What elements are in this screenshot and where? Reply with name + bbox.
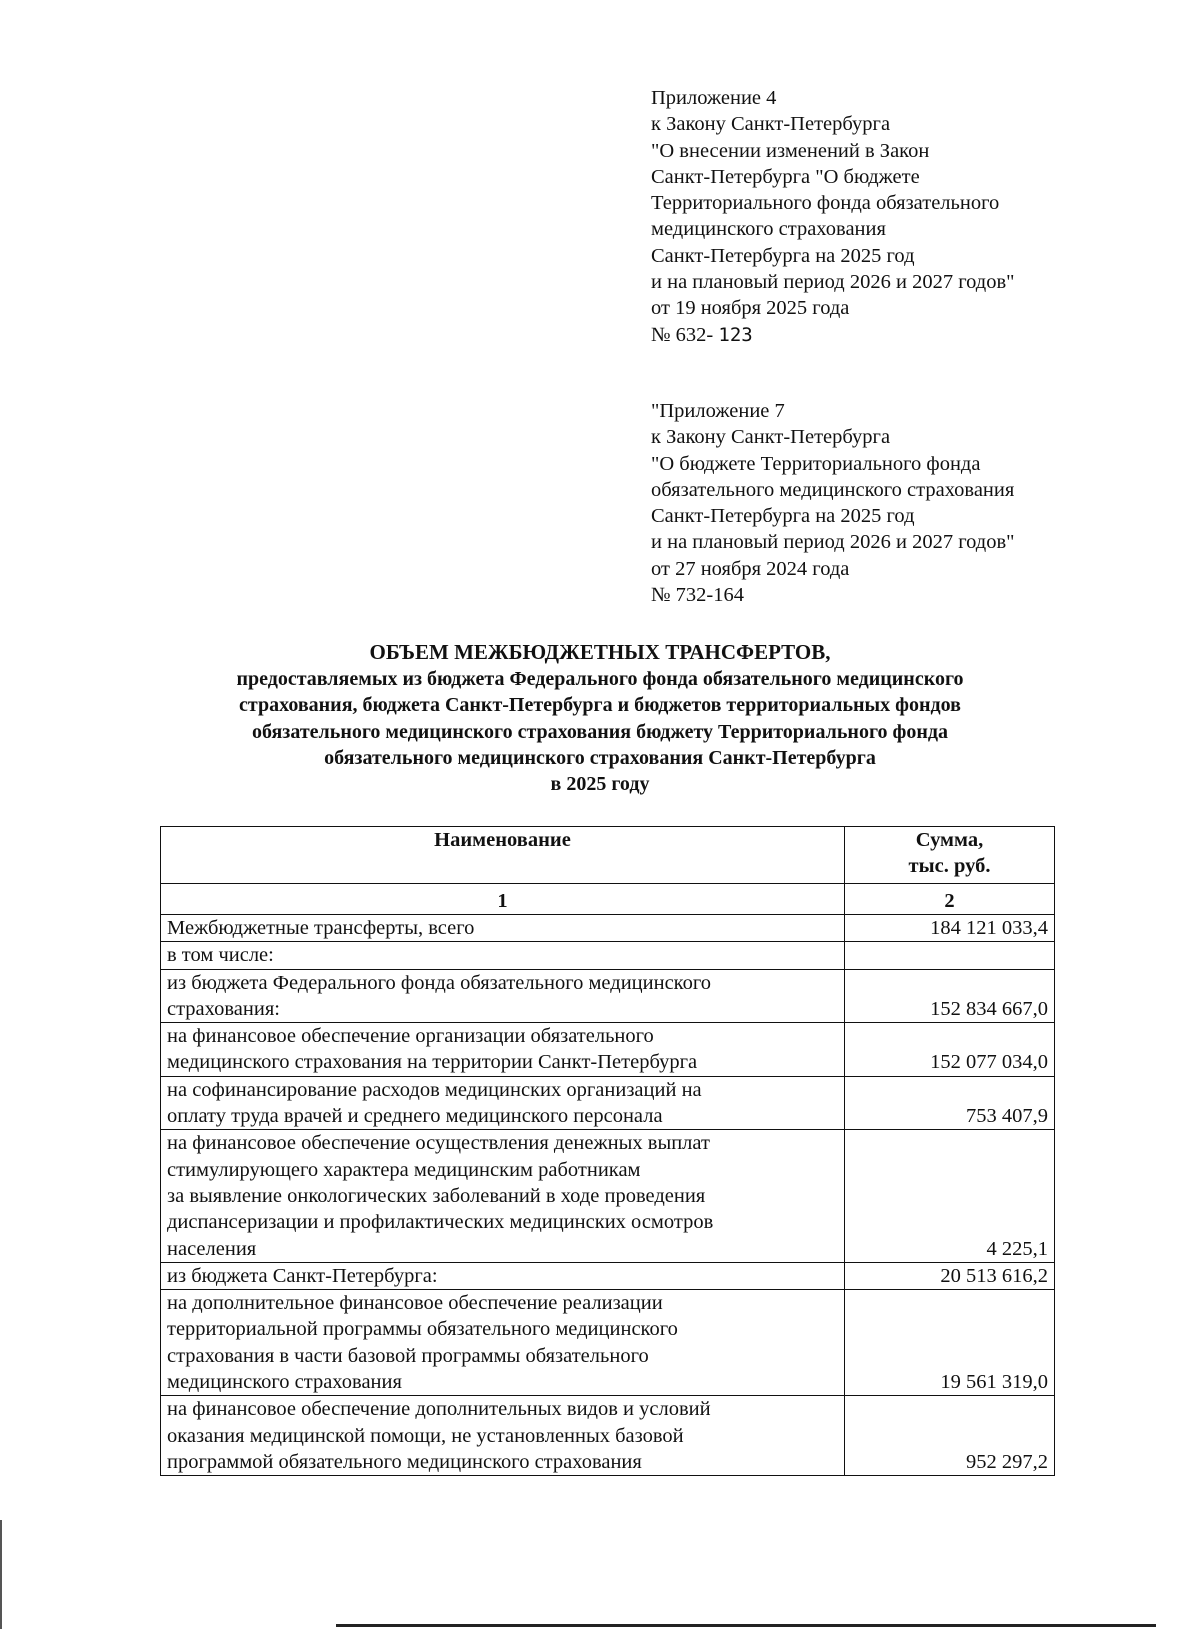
title-subline: обязательного медицинского страхования бюджету Территориального фонда	[251, 720, 948, 743]
row-amount: 152 834 667,0	[845, 969, 1055, 1023]
table-row	[161, 915, 1055, 942]
title-subline: страхования, бюджета Санкт-Петербурга и бюджетов территориальных фондов	[239, 694, 961, 717]
appendix-line: и на плановый период 2026 и 2027 годов"	[651, 271, 1015, 294]
title-main: ОБЪЕМ МЕЖБЮДЖЕТНЫХ ТРАНСФЕРТОВ,	[369, 640, 831, 664]
table-row	[161, 1396, 1055, 1476]
row-name-line: территориальной программы обязательного медицинского	[167, 1318, 678, 1341]
appendix-line: № 732-164	[651, 584, 745, 607]
appendix-line: и на плановый период 2026 и 2027 годов"	[651, 531, 1015, 554]
document-title	[120, 639, 1080, 797]
title-subline: обязательного медицинского страхования Санкт-Петербурга	[324, 746, 876, 769]
row-name-line: на финансовое обеспечение организации обязательного	[167, 1025, 654, 1048]
row-name-line: медицинского страхования	[167, 1371, 402, 1394]
title-subline: в 2025 году	[550, 773, 650, 796]
row-amount: 184 121 033,4	[845, 915, 1055, 942]
table-row	[161, 1130, 1055, 1262]
row-amount: 753 407,9	[845, 1076, 1055, 1130]
appendix-line: от 27 ноября 2024 года	[651, 557, 850, 580]
appendix-line: Приложение 4	[651, 87, 777, 109]
title-subline: предоставляемых из бюджета Федерального фонда обязательного медицинского	[236, 668, 964, 690]
row-name-line: страхования в части базовой программы обязательного	[167, 1344, 649, 1367]
table-row	[161, 969, 1055, 1023]
row-name	[161, 1262, 845, 1289]
table-header-row	[161, 827, 1055, 884]
row-name-line: оплату труда врачей и среднего медицинского персонала	[167, 1105, 663, 1128]
row-name-line: медицинского страхования на территории Санкт-Петербурга	[167, 1051, 698, 1074]
row-name-line: за выявление онкологических заболеваний в ходе проведения	[167, 1184, 706, 1207]
appendix-line: Санкт-Петербурга на 2025 год	[651, 505, 915, 528]
row-amount	[845, 942, 1055, 969]
appendix-line: "Приложение 7	[651, 400, 785, 422]
row-name-line: Межбюджетные трансферты, всего	[167, 917, 475, 939]
row-amount: 20 513 616,2	[845, 1262, 1055, 1289]
row-name-line: из бюджета Федерального фонда обязательного медицинского	[167, 971, 711, 994]
index-row	[161, 884, 1055, 915]
appendix-line: Территориального фонда обязательного	[651, 192, 1000, 215]
row-name	[161, 1130, 845, 1262]
row-name	[161, 1076, 845, 1130]
row-amount: 19 561 319,0	[845, 1290, 1055, 1396]
row-name	[161, 969, 845, 1023]
index-cell: 2	[845, 884, 1055, 915]
table-row	[161, 1076, 1055, 1130]
row-name	[161, 1396, 845, 1476]
row-amount: 4 225,1	[845, 1130, 1055, 1262]
row-name-line: на финансовое обеспечение дополнительных видов и условий	[167, 1398, 711, 1421]
row-amount: 152 077 034,0	[845, 1023, 1055, 1077]
appendix-7-header	[651, 398, 1131, 608]
column-header-sum	[845, 827, 1055, 884]
row-name-line: населения	[167, 1237, 257, 1260]
appendix-line: медицинского страхования	[651, 218, 886, 241]
appendix-4-header	[651, 85, 1131, 348]
row-amount: 952 297,2	[845, 1396, 1055, 1476]
appendix-line: обязательного медицинского страхования	[651, 478, 1015, 501]
row-name-line: на дополнительное финансовое обеспечение реализации	[167, 1292, 663, 1315]
row-name	[161, 942, 845, 969]
appendix-line: от 19 ноября 2025 года	[651, 297, 850, 320]
row-name	[161, 915, 845, 942]
row-name-line: страхования:	[167, 997, 280, 1020]
law-number-handwritten: 123	[718, 323, 753, 346]
appendix-line: Санкт-Петербурга "О бюджете	[651, 165, 920, 188]
table-row	[161, 1290, 1055, 1396]
row-name-line: из бюджета Санкт-Петербурга:	[167, 1264, 438, 1287]
row-name	[161, 1290, 845, 1396]
row-name-line: в том числе:	[167, 944, 274, 967]
scan-edge-line	[336, 1624, 1156, 1627]
row-name-line: на финансовое обеспечение осуществления денежных выплат	[167, 1132, 710, 1155]
row-name-line: стимулирующего характера медицинским работникам	[167, 1158, 641, 1181]
row-name-line: оказания медицинской помощи, не установленных базовой	[167, 1424, 684, 1447]
column-header-sum-line2: тыс. руб.	[908, 855, 991, 878]
appendix-line: Санкт-Петербурга на 2025 год	[651, 244, 915, 267]
row-name-line: диспансеризации и профилактических медицинских осмотров	[167, 1211, 714, 1234]
table-row	[161, 942, 1055, 969]
index-cell: 1	[161, 884, 845, 915]
row-name-line: программой обязательного медицинского страхования	[167, 1450, 642, 1473]
row-name-line: на софинансирование расходов медицинских организаций на	[167, 1078, 702, 1101]
appendix-line: к Закону Санкт-Петербурга	[651, 426, 891, 449]
appendix-line: "О внесении изменений в Закон	[651, 139, 930, 162]
table-row	[161, 1023, 1055, 1077]
column-header-name: Наименование	[161, 827, 845, 884]
law-number	[651, 322, 1131, 348]
row-name	[161, 1023, 845, 1077]
scan-edge-mark	[0, 1520, 2, 1629]
appendix-line: к Закону Санкт-Петербурга	[651, 113, 891, 136]
law-number-prefix: № 632-	[651, 323, 719, 346]
column-header-sum-line1: Сумма,	[915, 829, 984, 851]
transfers-table	[160, 826, 1055, 1476]
appendix-line: "О бюджете Территориального фонда	[651, 452, 981, 475]
table-row	[161, 1262, 1055, 1289]
